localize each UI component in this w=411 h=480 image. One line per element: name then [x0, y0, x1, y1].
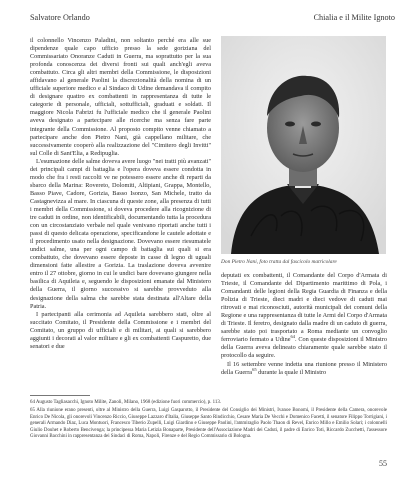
running-header [30, 13, 395, 27]
footnote-ref[interactable]: 65 [252, 366, 257, 372]
paragraph: il colonnello Vincenzo Paladini, non soltanto perché era alle sue dipendenze quale capo ufficio presso la sede goriziana del Commissariato Onoranze Caduti in Guerra, ma soprattutto per la sua profonda conoscenza dei diversi fronti sui quali anch'egli aveva combattuto. Circa gli altri membri della Commissione, le disposizioni affidavano al generale Paolini la discrezionalità della nomina di un ufficiale superiore medico e al Sindaco di Udine demandava il compito di designare quattro ex combattenti in rappresentanza di tutte le categorie di personale, ufficiali, sottufficiali, graduati e soldati. Il maggiore Nicola Fabrizi fu l'ufficiale medico che il generale Paolini aveva designato a partecipare alle ricerche ma senza fare parte integrante della Commissione. Al proposto compito venne chiamato a partecipare anche don Pietro Nani, già cappellano militare, che successivamente cooperò alla realizzazione del "Cimitero degli Invitti" sul Colle di Sant'Elia, a Redipuglia. [30, 37, 211, 157]
footnote: 64 Augusto Tagliasacchi, Ignoto Milite, Zanoli, Milano, 1968 (edizione fuori commercio), p. 113. [30, 400, 222, 405]
photo-caption: Don Pietro Nani, foto tratta dal fascicolo matricolare [221, 259, 337, 265]
paragraph-text: . Con queste disposizioni il Ministro della Guerra aveva delineato chiaramente quale sarebbe stato il protocollo da seguire. [221, 336, 387, 360]
header-title: Chialia e il Milite Ignoto [313, 13, 395, 22]
paragraph: L'esumazione delle salme doveva avere luogo "nei tratti più avanzati" dei principali campi di battaglia e l'opera doveva essere condotta in modo che fra i resti raccolti ve ne potessero essere anche di reparti da sbarco della Marina: Rovereto, Dolomiti, Altipiani, Grappa, Montello, Basso Piave, Cadore, Gorizia, Basso Isonzo, San Michele, tratto da Castagnevizza al mare. In ciascuna di queste zone, alla presenza di tutti i membri della Commissione, si doveva procedere alla ricognizione di tre caduti in ordine, non identificabili, documentando tutta la procedura con un circostanziato verbale nel quale venivano riportati anche tutti i passi di questo delicata operazione, specificandone le cautele adottate e il procedimento usato nella designazione. Dovevano essere riesumatele undici salme, una per ogni campo di battaglia sui quali si era combattuto, che dovevano essere deposte in casse di legno di uguali dimensioni fatte allestire a Gorizia. La traslazione doveva avvenire entro il 27 ottobre, giorno in cui le undici bare dovevano giungere nella basilica di Aquileia e, seguendo le disposizioni emanate dal Ministero della Guerra, il giorno successivo si sarebbe provveduto alla designazione della salma che sarebbe stata destinata all'Altare della Patria. [30, 157, 211, 310]
paragraph-text: Il 16 settembre venne indetta una riunione presso il Ministero della Guerra [221, 360, 387, 376]
left-column-text [30, 37, 211, 351]
paragraph-text: durante la quale il Ministro [256, 368, 327, 376]
paragraph [221, 361, 387, 377]
paragraph [221, 272, 387, 361]
page-number: 55 [379, 459, 387, 468]
footnotes [30, 400, 387, 442]
portrait-photo [221, 36, 386, 254]
paragraph-text: deputati ex combattenti, il Comandante del Corpo d'Armata di Trieste, il Comandante del Dipartimento marittimo di Pola, i Comandanti delle legioni della Regia Guardia di Finanza e della Polizia di Trieste, dieci madri e dieci vedove di caduti mai ritrovati e mai riconosciuti, autorità municipali dei comuni della Regione e una rappresentanza di tutte le Armi del Corpo d'Armata di Trieste. Il feretro, designato dalla madre di un caduto di guerra, sarebbe stato poi trasportato a Roma mediante un convoglio ferroviario fermato a Udine [221, 272, 387, 344]
right-column-text [221, 272, 387, 377]
footnote-divider [30, 395, 90, 396]
paragraph: I partecipanti alla cerimonia ad Aquileia sarebbero stati, oltre al succitato Comitato, il Presidente della Commissione e i membri del Comitato, un gruppo di ufficiali e di militari, ai quali si sarebbero aggiunti i decorati al valor militare e gli ex combattenti Caspuretto, due senatori e due [30, 310, 211, 350]
footnote: 65 Alla riunione erano presenti, oltre al Ministro della Guerra, Luigi Gasparotto, il Presidente del Consiglio dei Ministri, Ivanoe Bonomi, il Presidente della Camera, onorevole Enrico De Nicola, gli onorevoli Vincenzo Riccio, Giuseppe Lazzaro d'Italia, Giuseppe Santo Rindicchio, Cesare Maria De Vecchi e Domenico Facetti, il senatore Filippo Torrigiani, i generali Armando Diaz, Luca Montuori, Francesco Tiberio Zupelli, Luigi Giardino e Giuseppe Paolini, l'ammiraglio Paolo Thaon di Revel, Enrico Millo e Emilio Solari; i colonnelli Giulio Douhet e Roberto Bencivenga; la principessa Maria Letizia Bonaparte, Presidente dell'Associazione Madri dei Caduti, il padre di Enrico Toti, Riccardo Zucchetti, l'assessore Giovanni Bacchini in rappresentanza dei Sindaci di Roma, Napoli, Firenze e del Regio Commissario di Bologna. [30, 408, 387, 440]
header-author: Salvatore Orlando [30, 13, 90, 22]
portrait-image [221, 36, 386, 254]
footnote-ref[interactable]: 64 [290, 334, 295, 340]
